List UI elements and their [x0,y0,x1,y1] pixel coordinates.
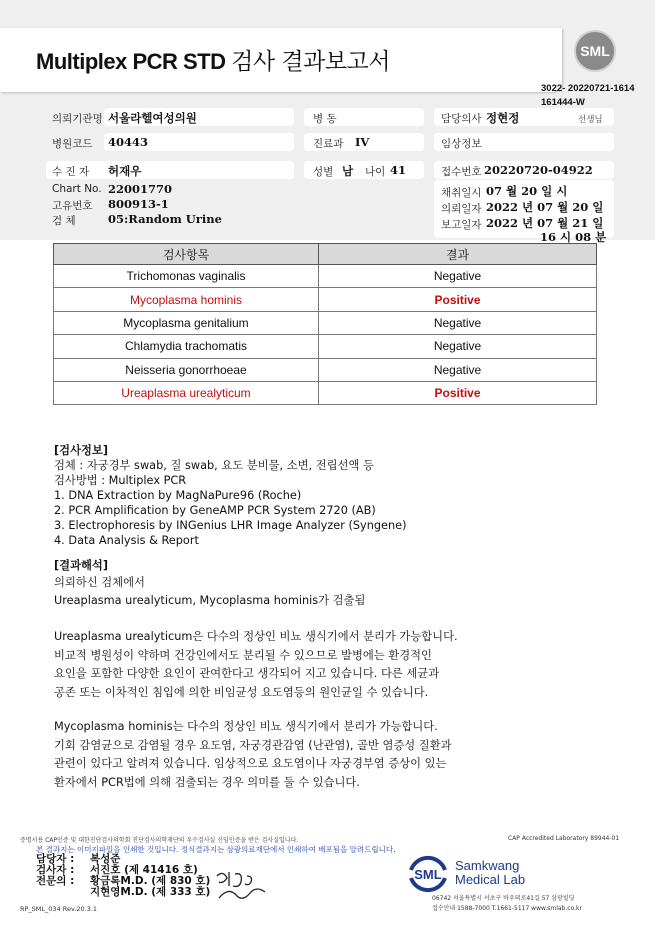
chart-value: 22001770 [108,182,173,196]
results-table [53,243,597,405]
patient-name: 허재우 [108,164,142,178]
para-line: 요인을 포함한 다양한 요인이 관여한다고 생각되어 지고 있습니다. 다른 세균과 [54,667,440,680]
form-code: RP_SML_034 Rev.20.3.1 [20,905,98,913]
lab-name-line2: Medical Lab [455,872,526,887]
test-item: Chlamydia trachomatis [54,335,319,358]
sex-label: 성별 [313,166,334,178]
interpretation-para-2 [54,718,452,792]
interpretation-intro: 의뢰하신 검체에서 [54,576,145,589]
hospital-code-value: 40443 [108,135,149,149]
doctor-suffix: 선생님 [578,115,603,125]
test-info-line: 2. PCR Amplification by GeneAMP PCR System 2720 (AB) [54,504,376,517]
table-row [54,381,597,404]
interpretation-heading: [결과해석] [54,559,108,572]
test-item: Mycoplasma hominis [54,288,319,311]
staff-role: 검사자 : [36,864,75,876]
para-line: 공존 또는 이차적인 침입에 의한 비임균성 요도염등의 원인균일 수 있습니다. [54,685,429,699]
report-title [36,43,390,76]
col-result-header: 결과 [319,244,597,265]
document-number-line1: 3022- 20220721-1614 [541,83,635,94]
receipt-value: 20220720-04922 [484,163,593,177]
institution-value: 서울라헬여성의원 [108,111,197,125]
institution-label: 의뢰기관명 [52,113,103,125]
test-info-section [54,443,407,548]
samkwang-logo-icon [405,850,451,896]
report-value: 2022 년 07 월 21 일 [486,216,604,230]
table-row [54,288,597,311]
age-value: 41 [390,163,407,177]
results-header-row [54,244,597,265]
test-result: Positive [319,288,597,311]
specimen-label: 검 체 [52,215,76,227]
document-number-line2: 161444-W [541,97,585,108]
title-en: Multiplex PCR STD [36,49,226,74]
test-item: Mycoplasma genitalium [54,311,319,334]
test-item: Ureaplasma urealyticum [54,381,319,404]
clinical-label: 임상정보 [441,138,482,150]
test-info-line: 검체 : 자궁경부 swab, 질 swab, 요도 분비물, 소변, 전립선액 등 [54,459,374,472]
image-print-notice: 본 결과지는 이미지파일을 인쇄한 것입니다. 정식결과지는 삼광의료재단에서 인쇄하여 배포됨을 알려드립니다. [36,845,396,854]
doctor-value: 정현정 [486,111,520,125]
table-row [54,358,597,381]
lab-address: 06742 서울특별시 서초구 바우뫼로41길 57 삼광빌딩 [432,895,575,902]
specimen-value: 05:Random Urine [108,212,222,226]
lab-contact: 접수안내 1588-7000 T.1661-5117 www.smlab.co.kr [432,905,582,912]
title-ko: 검사 결과보고서 [231,49,390,75]
staff-name: 복성준 [90,853,121,865]
lab-name-line1: Samkwang [455,858,520,873]
test-info-line: 1. DNA Extraction by MagNaPure96 (Roche) [54,489,302,502]
table-row [54,311,597,334]
collect-label: 채취일시 [441,187,482,199]
para-line: Mycoplasma hominis는 다수의 정상인 비뇨 생식기에서 분리가 가능합니다. [54,720,438,733]
hospital-code-label: 병원코드 [52,138,93,150]
test-info-heading: [검사정보] [54,444,108,457]
collect-value: 07 월 20 일 시 [486,184,568,198]
col-item-header: 검사항목 [54,244,319,265]
staff-role: 담당자 : [36,853,75,865]
unique-label: 고유번호 [52,200,93,212]
document-number [541,82,635,110]
doctor-label: 담당의사 [441,113,482,125]
lab-name [455,859,525,887]
test-item: Trichomonas vaginalis [54,265,319,288]
dept-label: 진료과 [313,138,344,150]
test-info-line: 3. Electrophoresis by INGenius LHR Image Analyzer (Syngene) [54,519,407,532]
test-info-line: 4. Data Analysis & Report [54,534,199,547]
interpretation-para-1 [54,628,458,702]
sex-value: 남 [342,164,354,178]
para-line: 비교적 병원성이 약하며 건강인에서도 분리될 수 있으므로 발병에는 환경적인 [54,648,432,662]
staff-name: 서진호 (제 41416 호) [90,864,198,876]
report-time: 16 시 08 분 [540,230,607,244]
table-row [54,335,597,358]
para-line: Ureaplasma urealyticum은 다수의 정상인 비뇨 생식기에서 분리가 가능합니다. [54,630,458,643]
test-item: Neisseria gonorrhoeae [54,358,319,381]
test-result: Negative [319,265,597,288]
receipt-label: 접수번호 [441,166,482,178]
test-info-line: 검사방법 : Multiplex PCR [54,474,187,487]
request-value: 2022 년 07 월 20 일 [486,200,604,214]
report-label: 보고일자 [441,219,482,231]
staff-name: 황금록M.D. (제 830 호) [90,875,211,887]
staff-block [36,854,210,898]
para-line: 환자에서 PCR법에 의해 검출되는 경우 의미를 둘 수 있습니다. [54,775,360,789]
age-label: 나이 [365,166,386,178]
test-result: Positive [319,381,597,404]
staff-row [36,887,210,898]
para-line: 기회 감염균으로 감염될 경우 요도염, 자궁경관감염 (난관염), 골반 염증성 질환과 [54,738,452,752]
certification-note: 증명서용 CAP인증 및 대한진단검사의학회 진단검사의학재단의 우수검사실 신임인증을 받은 검사실입니다. [20,837,299,844]
interpretation-heading-block [54,558,365,608]
unique-value: 800913-1 [108,197,169,211]
interpretation-finding: Ureaplasma urealyticum, Mycoplasma hominis가 검출됨 [54,594,366,607]
test-result: Negative [319,358,597,381]
test-result: Negative [319,335,597,358]
para-line: 관련이 있다고 알려져 있습니다. 임상적으로 요도염이나 자궁경부염 증상이 있는 [54,757,447,770]
dept-value: IV [355,135,370,149]
cap-accreditation: CAP Accredited Laboratory 89944-01 [508,835,620,842]
lab-logo-text: SML [414,867,442,882]
chart-label: Chart No. [52,183,102,195]
request-label: 의뢰일자 [441,203,482,215]
physician-signature [213,868,273,906]
table-row [54,265,597,288]
staff-name: 지현영M.D. (제 333 호) [90,886,211,898]
patient-label: 수 진 자 [52,166,90,178]
staff-role: 전문의 : [36,875,75,887]
sml-logo-badge: SML [574,30,616,72]
test-result: Negative [319,311,597,334]
ward-label: 병 동 [313,113,337,125]
